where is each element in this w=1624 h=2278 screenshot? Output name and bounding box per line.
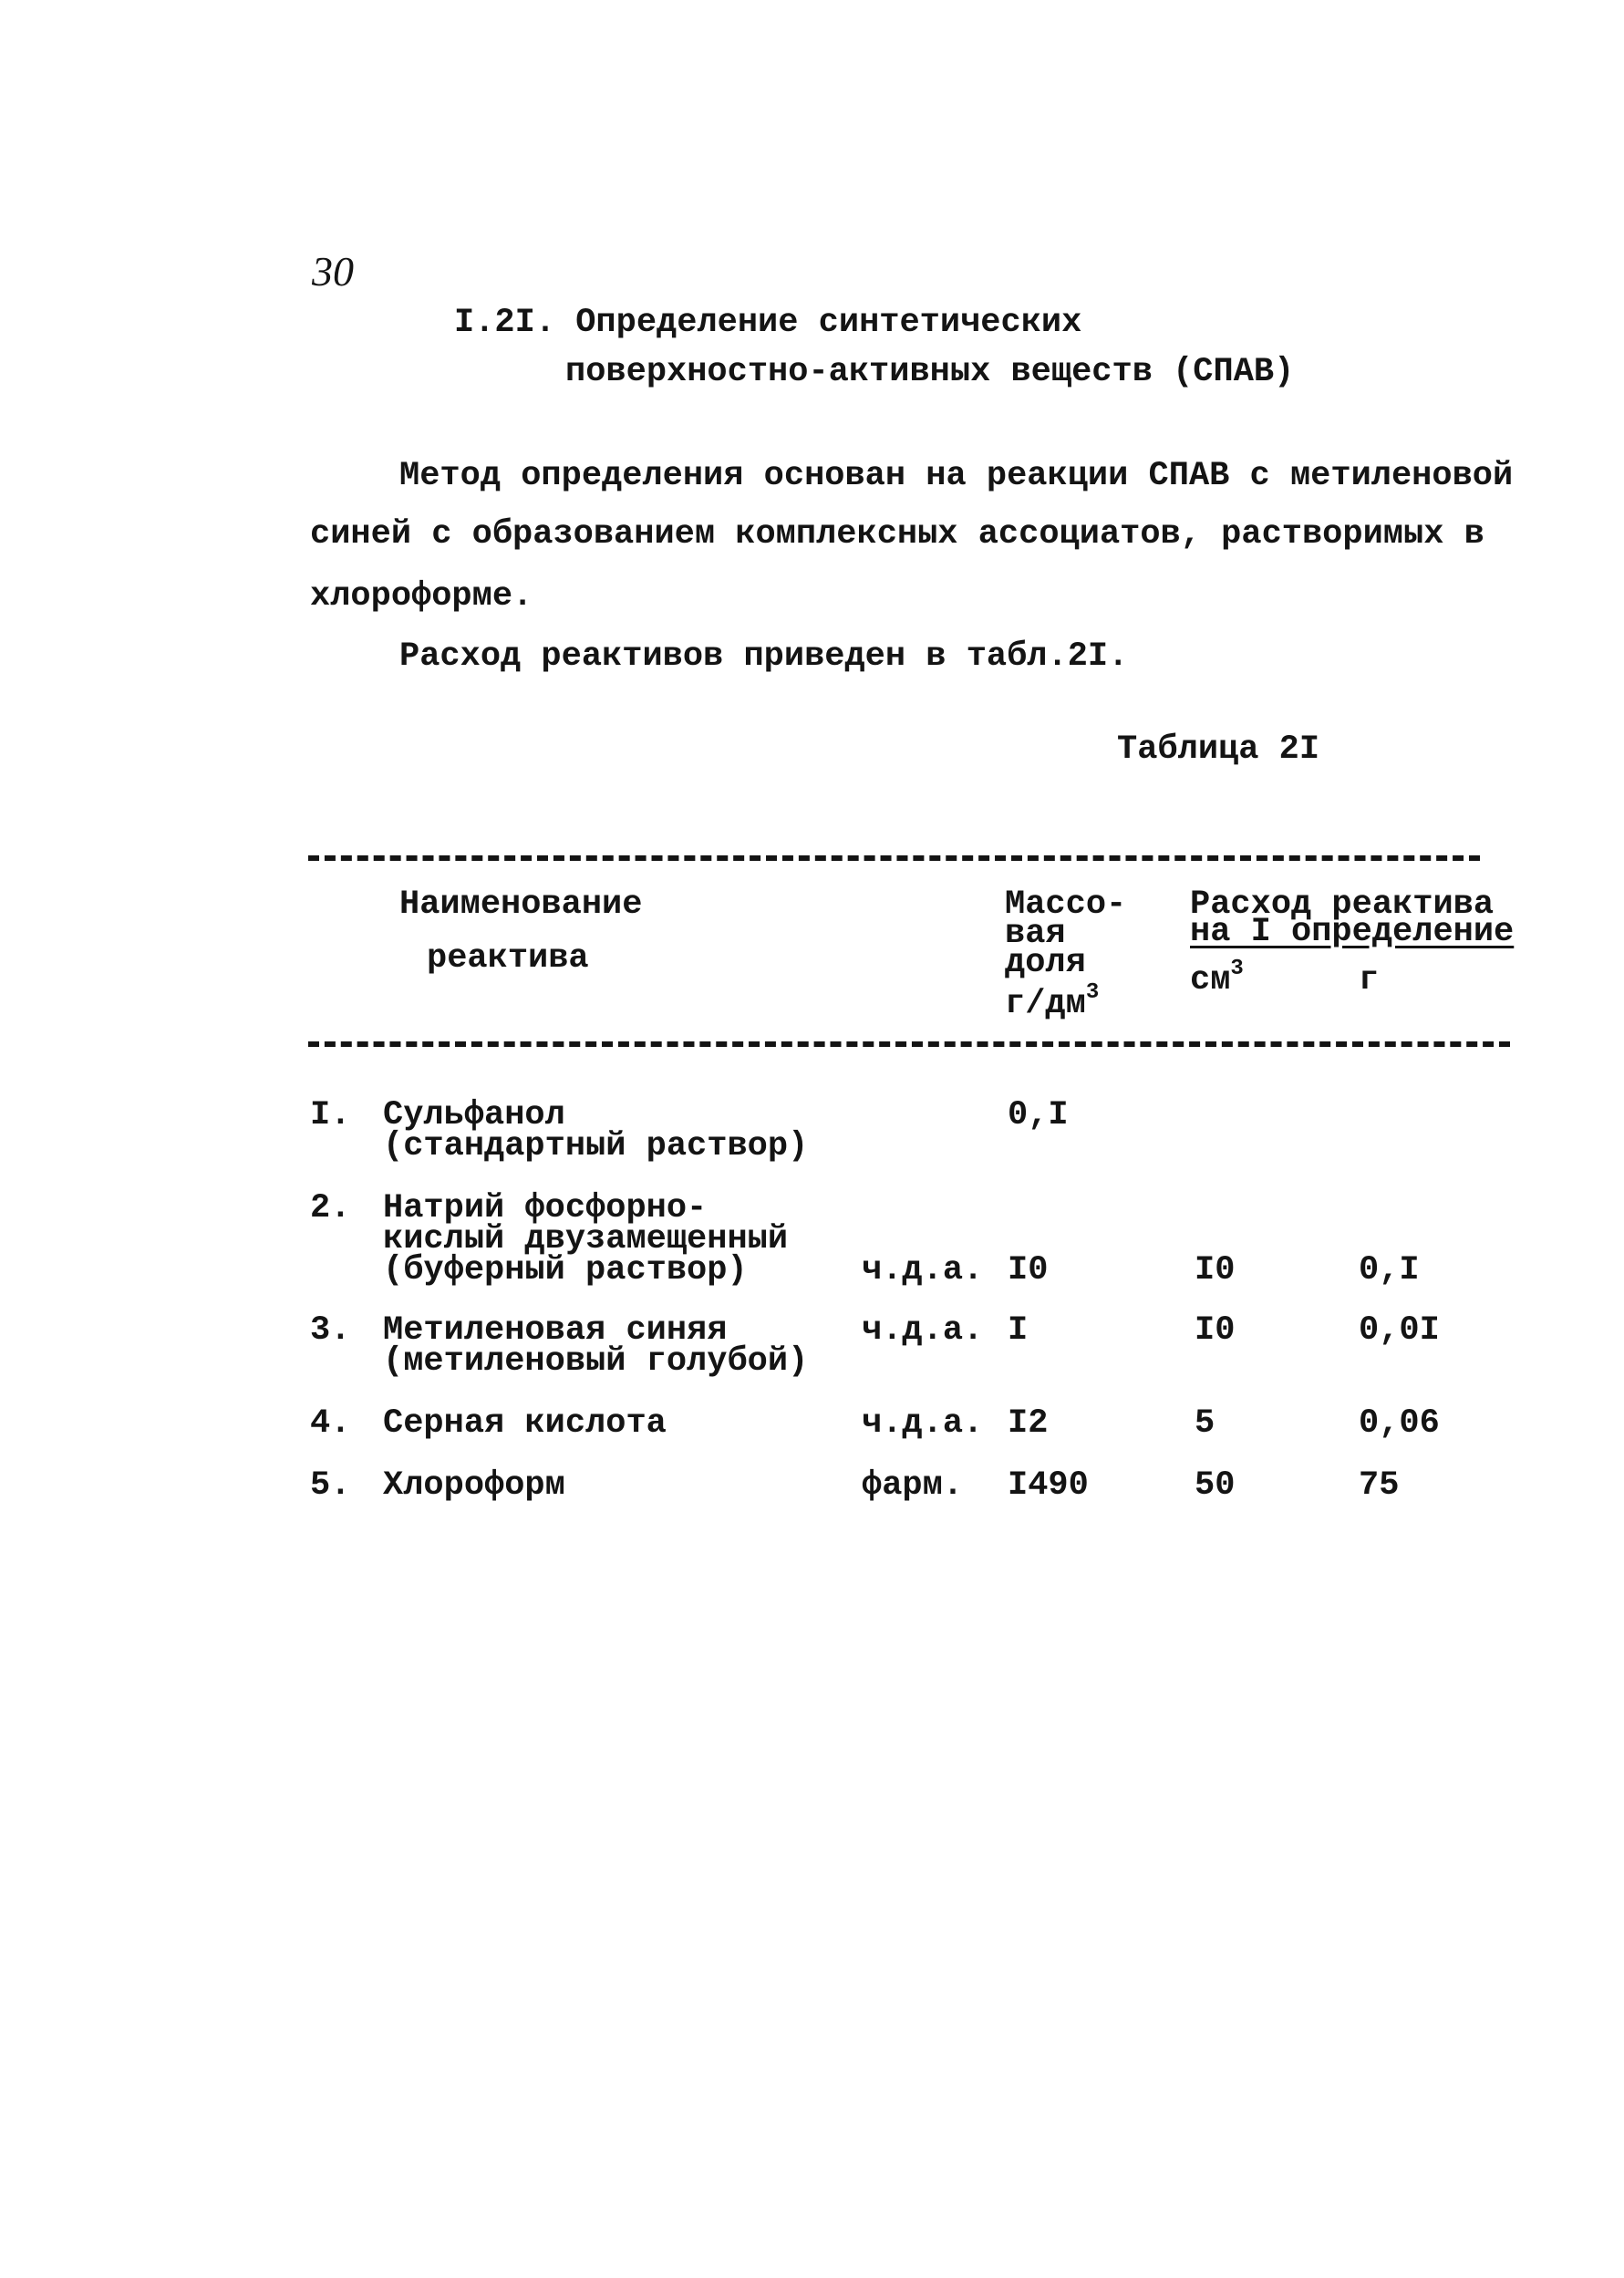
- mass-fraction-cell: 0,I: [1008, 1096, 1069, 1134]
- heading-line-1: I.2I. Определение синтетических: [454, 304, 1082, 342]
- volume-cell: 50: [1195, 1466, 1236, 1505]
- mass-unit-superscript: 3: [1085, 980, 1100, 1005]
- table-header-rule: [308, 1041, 1510, 1047]
- reagent-name-line: Хлороформ: [383, 1466, 565, 1505]
- header-name-line-1: Наименование: [399, 885, 643, 924]
- heading-line-2: поверхностно-активных веществ (СПАВ): [565, 353, 1295, 391]
- weight-cell: 0,0I: [1359, 1311, 1440, 1350]
- header-name-line-2: реактива: [427, 939, 589, 978]
- weight-cell: 0,I: [1359, 1251, 1420, 1289]
- volume-cell: 5: [1195, 1404, 1215, 1443]
- qualification-cell: фарм.: [862, 1466, 964, 1505]
- reagent-name-line: Метиленовая синяя: [383, 1311, 728, 1350]
- table-caption: Таблица 2I: [1117, 730, 1320, 769]
- reagent-name-line: (метиленовый голубой): [383, 1342, 809, 1381]
- unit-cm-superscript: 3: [1230, 957, 1244, 981]
- mass-fraction-cell: I0: [1008, 1251, 1049, 1289]
- qualification-cell: ч.д.а.: [862, 1404, 984, 1443]
- row-number: 2.: [310, 1189, 351, 1227]
- header-consumption-line-1: Расход реактива: [1190, 885, 1495, 924]
- row-number: I.: [310, 1096, 351, 1134]
- reagent-name-line: (стандартный раствор): [383, 1127, 809, 1165]
- header-mass-unit: [1005, 980, 1100, 1023]
- paragraph-line-4: Расход реактивов приведен в табл.2I.: [399, 637, 1129, 676]
- header-consumption-line-2: на I определение: [1190, 913, 1515, 951]
- mass-fraction-cell: I490: [1008, 1466, 1089, 1505]
- qualification-cell: ч.д.а.: [862, 1251, 984, 1289]
- row-number: 3.: [310, 1311, 351, 1350]
- header-mass-line-3: доля: [1005, 944, 1086, 982]
- row-number: 5.: [310, 1466, 351, 1505]
- volume-cell: I0: [1195, 1251, 1236, 1289]
- paragraph-line-2: синей с образованием комплексных ассоциатов, растворимых в: [310, 515, 1484, 554]
- mass-fraction-cell: I: [1008, 1311, 1029, 1350]
- reagent-name-line: Серная кислота: [383, 1404, 667, 1443]
- paragraph-line-3: хлороформе.: [310, 577, 533, 616]
- header-mass-line-2: вая: [1005, 915, 1066, 953]
- header-unit-g: г: [1359, 961, 1380, 999]
- row-number: 4.: [310, 1404, 351, 1443]
- qualification-cell: ч.д.а.: [862, 1311, 984, 1350]
- mass-unit-text: г/дм: [1005, 985, 1086, 1023]
- page-number: 30: [312, 248, 354, 295]
- unit-cm-text: см: [1190, 961, 1231, 999]
- table-top-rule: [308, 855, 1480, 861]
- reagent-name-line: (буферный раствор): [383, 1251, 748, 1289]
- header-mass-line-1: Массо-: [1005, 885, 1127, 924]
- reagent-name-line: кислый двузамещенный: [383, 1220, 789, 1258]
- reagent-name-line: Сульфанол: [383, 1096, 565, 1134]
- header-unit-cm3: [1190, 957, 1244, 999]
- weight-cell: 75: [1359, 1466, 1400, 1505]
- volume-cell: I0: [1195, 1311, 1236, 1350]
- weight-cell: 0,06: [1359, 1404, 1440, 1443]
- mass-fraction-cell: I2: [1008, 1404, 1049, 1443]
- reagent-name-line: Натрий фосфорно-: [383, 1189, 708, 1227]
- paragraph-line-1: Метод определения основан на реакции СПАВ с метиленовой: [399, 457, 1514, 495]
